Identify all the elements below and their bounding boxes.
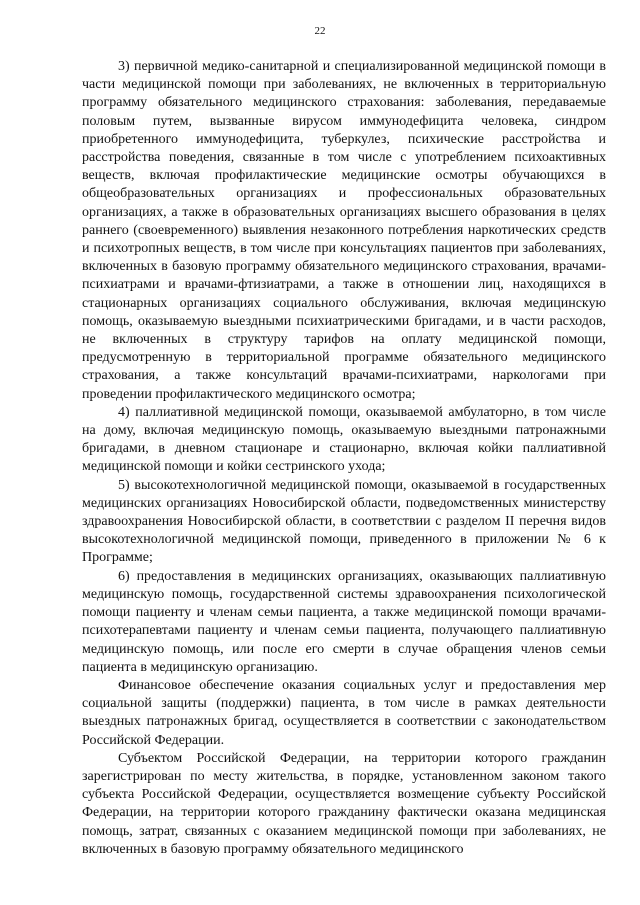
paragraph-reimbursement: Субъектом Российской Федерации, на территории которого гражданин зарегистрирован по месту жительства, в порядке, установленном законом такого субъекта Российской Федерации, осуществляется возмещение субъекту Российской Федерации, на территории которого гражданину фактически оказана медицинская помощь, затрат, связанных с оказанием медицинской помощи при заболеваниях, не включенных в базовую программу обязательного медицинского (82, 750, 606, 857)
paragraph-item-4: 4) паллиативной медицинской помощи, оказываемой амбулаторно, в том числе на дому, включая медицинскую помощь, оказываемую выездными патронажными бригадами, в дневном стационаре и стационарно, включая койки паллиативной медицинской помощи и койки сестринского ухода; (82, 404, 606, 475)
paragraph-item-5: 5) высокотехнологичной медицинской помощи, оказываемой в государственных медицинских организациях Новосибирской области, подведомственных министерству здравоохранения Новосибирской области, в соответствии с разделом II перечня видов высокотехнологичной медицинской помощи, приведенного в приложении № 6 к Программе; (82, 477, 606, 566)
page-number: 22 (314, 25, 326, 37)
paragraph-item-6: 6) предоставления в медицинских организациях, оказывающих паллиативную медицинскую помощь, государственной системы здравоохранения психологической помощи пациенту и членам семьи пациента, а также медицинской помощи врачами-психотерапевтами пациенту и членам семьи пациента, получающего паллиативную медицинскую помощь, или после его смерти в случае обращения членов семьи пациента в медицинскую организацию. (82, 568, 606, 675)
paragraph-financing: Финансовое обеспечение оказания социальных услуг и предоставления мер социальной защиты (поддержки) пациента, в том числе в рамках деятельности выездных патронажных бригад, осуществляется в соответствии с законодательством Российской Федерации. (82, 677, 606, 748)
document-body (82, 58, 606, 859)
paragraph-item-3: 3) первичной медико-санитарной и специализированной медицинской помощи в части медицинской помощи при заболеваниях, не включенных в территориальную программу обязательного медицинского страхования: заболевания, передаваемые половым путем, вызванные вирусом иммунодефицита человека, синдром приобретенного иммунодефицита, туберкулез, психические расстройства и расстройства поведения, связанные в том числе с употреблением психоактивных веществ, включая профилактические медицинские осмотры обучающихся в общеобразовательных организациях и профессиональных образовательных организациях, а также в образовательных организациях высшего образования в целях раннего (своевременного) выявления незаконного потребления наркотических средств и психотропных веществ, в том числе при консультациях пациентов при заболеваниях, включенных в базовую программу обязательного медицинского страхования, врачами-психиатрами и врачами-фтизиатрами, а также в отношении лиц, находящихся в стационарных организациях социального обслуживания, включая медицинскую помощь, оказываемую выездными психиатрическими бригадами, и в части расходов, не включенных в структуру тарифов на оплату медицинской помощи, предусмотренную в территориальной программе обязательного медицинского страхования, а также консультаций врачами-психиатрами, наркологами при проведении профилактического медицинского осмотра; (82, 59, 606, 402)
